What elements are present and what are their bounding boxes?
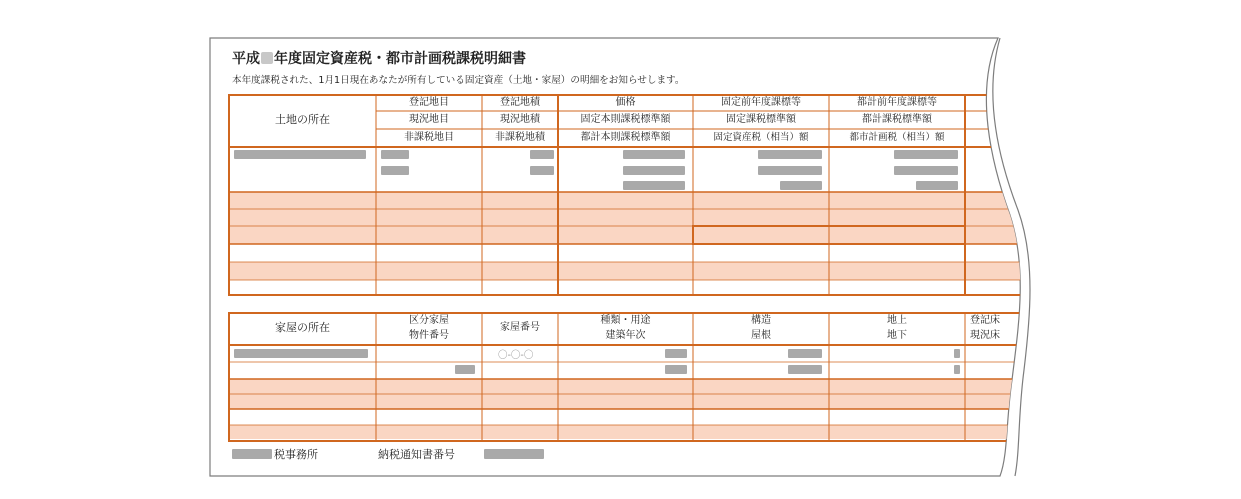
redacted-tax-office-name bbox=[232, 449, 272, 459]
house-col1-row1: 区分家屋 bbox=[409, 315, 449, 326]
house-col3-row1: 種類・用途 bbox=[600, 315, 651, 326]
house-col1-row2: 物件番号 bbox=[409, 330, 449, 341]
land-col2-row1: 登記地積 bbox=[500, 97, 540, 108]
document-subtitle: 本年度課税された、1月1日現在あなたが所有している固定資産（土地・家屋）の明細をお知らせします。 bbox=[232, 75, 685, 86]
house-number-sample: 〇-〇-〇 bbox=[498, 350, 534, 361]
house-col4-row1: 構造 bbox=[751, 315, 771, 326]
land-col1-row2: 現況地目 bbox=[409, 114, 449, 125]
redacted-notice-number bbox=[484, 449, 544, 459]
title-prefix: 平成 bbox=[232, 51, 260, 67]
house-col5-row1: 地上 bbox=[887, 315, 907, 326]
land-location-header: 土地の所在 bbox=[275, 113, 330, 126]
land-col5-row1: 都計前年度課標等 bbox=[857, 97, 937, 108]
land-col2-row3: 非課税地積 bbox=[495, 132, 545, 143]
house-col5-row2: 地下 bbox=[887, 330, 907, 341]
land-col1-row1: 登記地目 bbox=[409, 97, 449, 108]
house-col2-row1: 家屋番号 bbox=[500, 322, 540, 333]
house-col3-row2: 建築年次 bbox=[605, 330, 646, 341]
tax-office-label: 税事務所 bbox=[274, 448, 318, 461]
house-col6-row1: 登記床 bbox=[970, 315, 1000, 326]
notice-number-label: 納税通知書番号 bbox=[378, 448, 455, 461]
land-col4-row2: 固定課税標準額 bbox=[726, 114, 796, 125]
land-col3-row2: 固定本則課税標準額 bbox=[580, 114, 671, 125]
land-col3-row3: 都計本則課税標準額 bbox=[580, 132, 671, 143]
land-col4-row1: 固定前年度課標等 bbox=[721, 97, 801, 108]
house-col4-row2: 屋根 bbox=[751, 330, 771, 341]
document-title: 年度固定資産税・都市計画税課税明細書 bbox=[274, 51, 526, 67]
land-col4-row3: 固定資産税（相当）額 bbox=[713, 132, 809, 143]
house-col6-row2: 現況床 bbox=[970, 330, 1000, 341]
land-col2-row2: 現況地積 bbox=[500, 114, 540, 125]
land-col5-row2: 都計課税標準額 bbox=[862, 114, 932, 125]
redacted-year bbox=[261, 52, 273, 64]
land-col1-row3: 非課税地目 bbox=[404, 132, 454, 143]
land-col3-row1: 価格 bbox=[615, 97, 636, 108]
house-location-header: 家屋の所在 bbox=[275, 321, 330, 334]
land-col5-row3: 都市計画税（相当）額 bbox=[849, 132, 945, 143]
